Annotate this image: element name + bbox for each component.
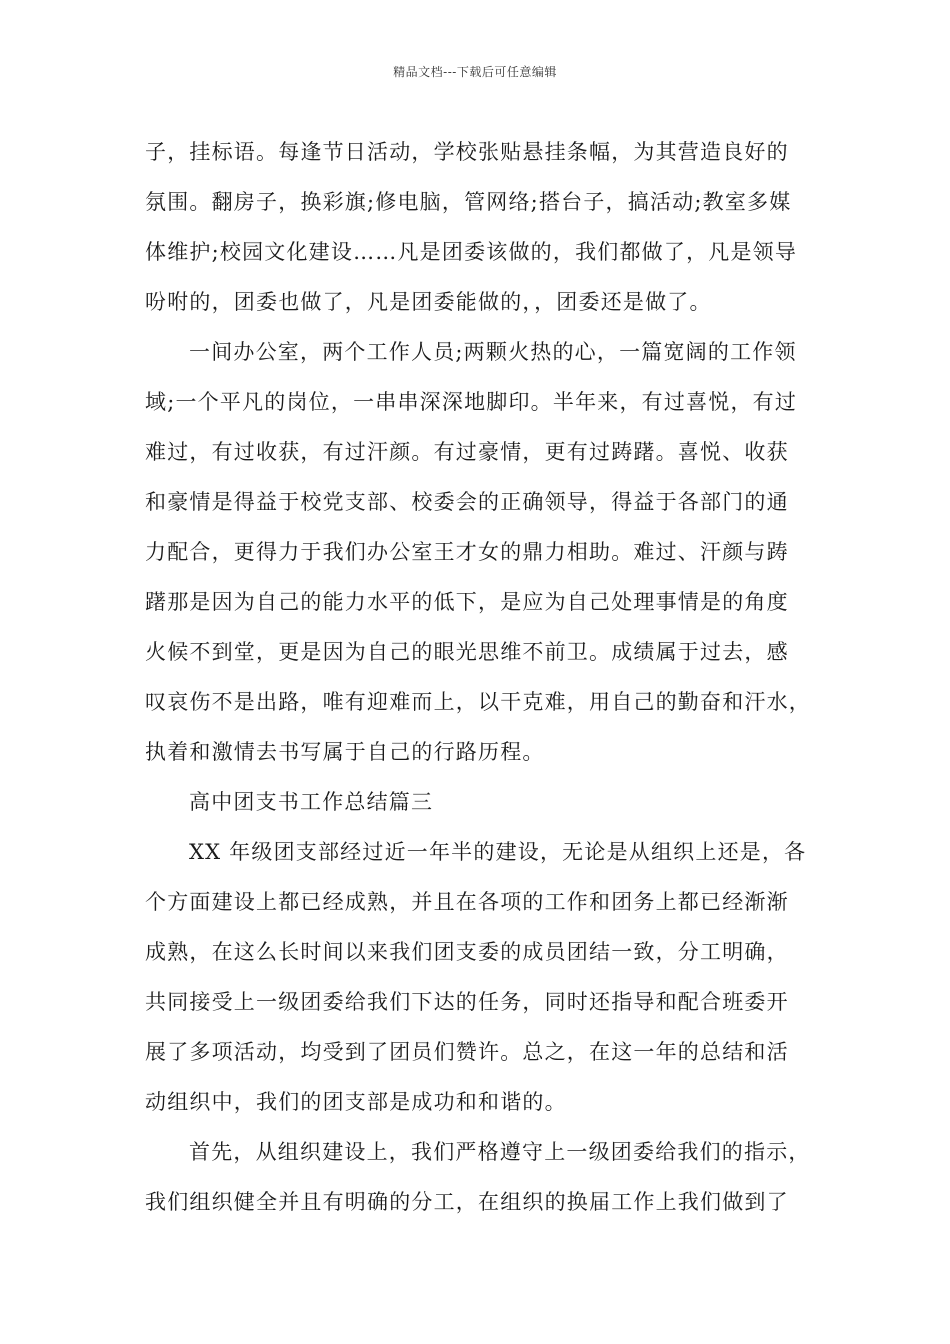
text-line: 成熟，在这么长时间以来我们团支委的成员团结一致，分工明确， xyxy=(145,940,789,964)
text-line: 叹哀伤不是出路，唯有迎难而上，以干克难，用自己的勤奋和汗水， xyxy=(145,690,811,714)
text-line: 我们组织健全并且有明确的分工，在组织的换届工作上我们做到了 xyxy=(145,1190,789,1214)
text-line: 力配合，更得力于我们办公室王才女的鼎力相助。难过、汗颜与踌 xyxy=(145,540,789,564)
text-line: 域;一个平凡的岗位，一串串深深地脚印。半年来，有过喜悦，有过 xyxy=(145,390,798,414)
text-line: 火候不到堂，更是因为自己的眼光思维不前卫。成绩属于过去，感 xyxy=(145,640,789,664)
paragraph-first-line: 一间办公室，两个工作人员;两颗火热的心，一篇宽阔的工作领 xyxy=(189,340,797,364)
text-line: 执着和激情去书写属于自己的行路历程。 xyxy=(145,740,545,764)
text-line: 共同接受上一级团委给我们下达的任务，同时还指导和配合班委开 xyxy=(145,990,789,1014)
text-line: 体维护;校园文化建设……凡是团委该做的，我们都做了，凡是领导 xyxy=(145,240,798,264)
text-line: 氛围。翻房子，换彩旗;修电脑，管网络;搭台子，搞活动;教室多媒 xyxy=(145,190,792,214)
text-line: 个方面建设上都已经成熟，并且在各项的工作和团务上都已经渐渐 xyxy=(145,890,789,914)
section-heading: 高中团支书工作总结篇三 xyxy=(189,790,434,814)
paragraph-first-line: XX 年级团支部经过近一年半的建设，无论是从组织上还是，各 xyxy=(189,840,807,864)
text-line: 躇那是因为自己的能力水平的低下，是应为自己处理事情是的角度 xyxy=(145,590,789,614)
text-line: 动组织中，我们的团支部是成功和和谐的。 xyxy=(145,1090,567,1114)
text-line: 难过，有过收获，有过汗颜。有过豪情，更有过踌躇。喜悦、收获 xyxy=(145,440,789,464)
document-body xyxy=(145,127,825,1227)
text-line: 子，挂标语。每逢节日活动，学校张贴悬挂条幅，为其营造良好的 xyxy=(145,140,789,164)
text-line: 展了多项活动，均受到了团员们赞许。总之，在这一年的总结和活 xyxy=(145,1040,789,1064)
text-line: 和豪情是得益于校党支部、校委会的正确领导，得益于各部门的通 xyxy=(145,490,789,514)
paragraph-first-line: 首先，从组织建设上，我们严格遵守上一级团委给我们的指示， xyxy=(189,1140,811,1164)
text-line: 吩咐的，团委也做了，凡是团委能做的，，团委还是做了。 xyxy=(145,290,712,314)
page-header: 精品文档---下载后可任意编辑 xyxy=(393,65,557,79)
